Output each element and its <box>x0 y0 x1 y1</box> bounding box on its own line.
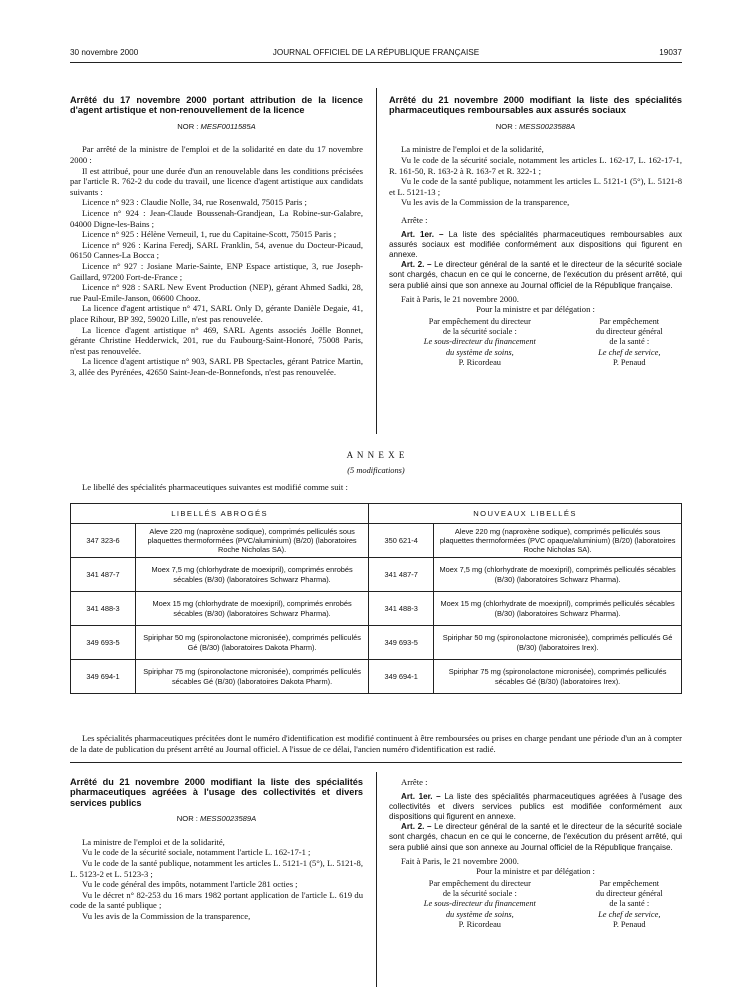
annex-table <box>70 503 682 694</box>
paragraph: La licence d'agent artistique n° 903, SARL PB Spectacles, gérant Patrice Martin, 3, allée des Pyrénées, 42650 Saint-Jean-de-Bonnefonds, n'est pas renouvelée. <box>70 356 363 377</box>
col-header-old: LIBELLÉS ABROGÉS <box>71 504 369 524</box>
delegation: Pour la ministre et par délégation : <box>476 304 595 315</box>
right-article-title: Arrêté du 21 novembre 2000 modifiant la liste des spécialités pharmaceutiques remboursables aux assurés sociaux <box>389 95 682 116</box>
old-code: 349 694-1 <box>71 660 136 694</box>
paragraph: La ministre de l'emploi et de la solidarité, <box>82 836 225 847</box>
new-label: Aleve 220 mg (naproxène sodique), comprimés pelliculés sous plaquettes thermoformées (PVC opaque/aluminium) (B/20) (laboratoires Roche Nicholas SA). <box>434 524 682 558</box>
old-label: Spiriphar 75 mg (spironolactone micronisée), comprimés pelliculés sécables Gé (B/30) (laboratoires Dakota Pharm). <box>136 660 369 694</box>
new-label: Moex 7,5 mg (chlorhydrate de moexipril), comprimés pelliculés sécables (B/30) (laboratoires Schwarz Pharma). <box>434 558 682 592</box>
paragraph: La ministre de l'emploi et de la solidarité, <box>401 144 544 155</box>
paragraph: Vu le code de la sécurité sociale, notamment l'article L. 162-17-1 ; <box>82 847 311 858</box>
annex-intro: Le libellé des spécialités pharmaceutiques suivantes est modifié comme suit : <box>82 482 348 492</box>
new-code: 349 693-5 <box>369 626 434 660</box>
paragraph: Licence n° 923 : Claudie Nolle, 34, rue Rosenwald, 75015 Paris ; <box>82 197 307 208</box>
old-label: Spiriphar 50 mg (spironolactone micronisée), comprimés pelliculés Gé (B/30) (laboratoires Dakota Pharm). <box>136 626 369 660</box>
paragraph: Vu les avis de la Commission de la transparence, <box>401 197 570 208</box>
right-article-nor: NOR : MESS0023588A <box>495 121 576 131</box>
article-1: Art. 1er. – La liste des spécialités pharmaceutiques remboursables aux assurés sociaux est modifiée conformément aux dispositions qui figurent en annexe. <box>389 229 682 259</box>
right-article-body <box>389 144 682 368</box>
old-label: Moex 7,5 mg (chlorhydrate de moexipril), comprimés enrobés sécables (B/30) (laboratoires Schwarz Pharma). <box>136 558 369 592</box>
paragraph: Vu les avis de la Commission de la transparence, <box>82 910 251 921</box>
column-divider-bottom <box>376 772 377 987</box>
paragraph: Licence n° 927 : Josiane Marie-Sainte, ENP Espace artistique, 3, rue Joseph-Gaillard, 97200 Fort-de-France ; <box>70 260 363 282</box>
old-label: Aleve 220 mg (naproxène sodique), comprimés pelliculés sous plaquettes thermoformées (PVC/aluminium) (B/20) (laboratoires Roche Nicholas SA). <box>136 524 369 558</box>
done-at: Fait à Paris, le 21 novembre 2000. <box>401 855 519 866</box>
arrete-label: Arrête : <box>401 214 428 225</box>
signature-left: Par empêchement du directeur de la sécurité sociale : Le sous-directeur du financement du système de soins, P. Ricordeau <box>423 879 536 929</box>
paragraph: Par arrêté de la ministre de l'emploi et de la solidarité en date du 17 novembre 2000 : <box>70 144 363 165</box>
done-at: Fait à Paris, le 21 novembre 2000. <box>401 293 519 304</box>
table-row <box>71 626 682 660</box>
left-article <box>70 95 363 377</box>
paragraph: Vu le décret n° 82-253 du 16 mars 1982 portant application de l'article L. 619 du code de la santé publique ; <box>70 889 363 911</box>
header-date: 30 novembre 2000 <box>70 48 139 57</box>
article-2: Art. 2. – Le directeur général de la santé et le directeur de la sécurité sociale sont chargés, chacun en ce qui le concerne, de l'exécution du présent arrêté, qui sera publié ainsi que son annexe au Journal officiel de la République française. <box>389 260 682 290</box>
table-row <box>71 558 682 592</box>
bottom-left-title: Arrêté du 21 novembre 2000 modifiant la liste des spécialités pharmaceutiques agréées à l'usage des collectivités et divers services publics <box>70 777 363 808</box>
bottom-right-article <box>389 777 682 930</box>
left-article-body <box>70 144 363 377</box>
annex-footnote: Les spécialités pharmaceutiques précitées dont le numéro d'identification est modifié continuent à être remboursées ou prises en charge pendant une période d'un an à compter de la date de publication du présent arrêté au Journal officiel. A l'issue de ce délai, l'ancien numéro d'identification est radié. <box>70 733 682 754</box>
new-label: Spiriphar 50 mg (spironolactone micronisée), comprimés pelliculés Gé (B/30) (laboratoires Irex). <box>434 626 682 660</box>
table-row <box>71 660 682 694</box>
left-article-title: Arrêté du 17 novembre 2000 portant attribution de la licence d'agent artistique et non-renouvellement de la licence <box>70 95 363 116</box>
paragraph: La licence d'agent artistique n° 469, SARL Agents associés Joëlle Bonnet, gérante Christine Hedderwick, 201, rue du Faubourg-Saint-Honoré, 75008 Paris, n'est pas renouvelée. <box>70 324 363 356</box>
paragraph: Vu le code de la santé publique, notamment les articles L. 5121-1 (5°), L. 5121-8 et L. 5121-13 ; <box>389 176 682 197</box>
bottom-left-article <box>70 777 363 922</box>
annex-title: A N N E X E <box>346 450 406 460</box>
bottom-left-nor: NOR : MESS0023589A <box>176 814 257 824</box>
old-code: 341 488-3 <box>71 592 136 626</box>
section-rule <box>70 762 682 763</box>
paragraph: Licence n° 924 : Jean-Claude Boussenah-Grandjean, La Robine-sur-Galabre, 04000 Digne-les-Bains ; <box>70 207 363 229</box>
old-code: 349 693-5 <box>71 626 136 660</box>
signatures <box>389 879 682 930</box>
bottom-left-body <box>70 837 363 922</box>
paragraph: Vu le code de la santé publique, notamment les articles L. 5121-1 (5°), L. 5121-8, L. 5123-2 et L. 5123-3 ; <box>70 858 363 879</box>
paragraph: La licence d'agent artistique n° 471, SARL Only D, gérante Danièle Degaie, 41, place Rihour, BP 392, 59020 Lille, n'est pas renouvelée. <box>70 303 363 324</box>
signature-left: Par empêchement du directeur de la sécurité sociale : Le sous-directeur du financement du système de soins, P. Ricordeau <box>423 316 536 367</box>
signature-right: Par empêchement du directeur général de la santé : Le chef de service, P. Penaud <box>595 879 663 929</box>
delegation: Pour la ministre et par délégation : <box>476 866 595 877</box>
signatures <box>389 317 682 368</box>
new-code: 349 694-1 <box>369 660 434 694</box>
new-code: 341 488-3 <box>369 592 434 626</box>
article-1: Art. 1er. – La liste des spécialités pharmaceutiques agréées à l'usage des collectivités et divers services publics est modifiée conformément aux dispositions qui figurent en annexe. <box>389 791 683 821</box>
paragraph: Il est attribué, pour une durée d'un an renouvelable dans les conditions précisées par l'article R. 762-2 du code du travail, une licence d'agent artistique aux candidats suivants : <box>70 165 363 197</box>
table-row <box>71 592 682 626</box>
header-journal: JOURNAL OFFICIEL DE LA RÉPUBLIQUE FRANÇAISE <box>272 48 480 57</box>
new-label: Moex 15 mg (chlorhydrate de moexipril), comprimés pelliculés sécables (B/30) (laboratoires Schwarz Pharma). <box>434 592 682 626</box>
paragraph: Licence n° 925 : Hélène Verneuil, 1, rue du Capitaine-Scott, 75015 Paris ; <box>82 229 337 240</box>
paragraph: Licence n° 926 : Karina Feredj, SARL Franklin, 54, avenue du Docteur-Picaud, 06150 Cannes-La Bocca ; <box>70 239 363 261</box>
old-code: 341 487-7 <box>71 558 136 592</box>
column-divider-top <box>376 88 377 434</box>
paragraph: Vu le code général des impôts, notamment l'article 281 octies ; <box>82 879 298 890</box>
new-label: Spiriphar 75 mg (spironolactone micronisée), comprimés pelliculés sécables Gé (B/30) (laboratoires Irex). <box>434 660 682 694</box>
new-code: 350 621-4 <box>369 524 434 558</box>
new-code: 341 487-7 <box>369 558 434 592</box>
annex-subtitle: (5 modifications) <box>347 466 405 475</box>
old-code: 347 323-6 <box>71 524 136 558</box>
col-header-new: NOUVEAUX LIBELLÉS <box>369 504 682 524</box>
table-header-row <box>71 504 682 524</box>
arrete-label: Arrête : <box>401 777 428 787</box>
header-rule <box>70 62 682 63</box>
page-header <box>70 48 682 62</box>
paragraph: Vu le code de la sécurité sociale, notamment les articles L. 162-17, L. 162-17-1, R. 161-50, R. 163-2 à R. 163-7 et R. 322-1 ; <box>389 155 682 176</box>
header-page-number: 19037 <box>659 48 682 57</box>
article-2: Art. 2. – Le directeur général de la santé et le directeur de la sécurité sociale sont chargés, chacun en ce qui le concerne, de l'exécution du présent arrêté, qui sera publié ainsi que son annexe au Journal officiel de la République française. <box>389 822 682 852</box>
left-article-nor: NOR : MESF0011585A <box>177 121 256 131</box>
right-article <box>389 95 682 368</box>
table-row <box>71 524 682 558</box>
signature-right: Par empêchement du directeur général de la santé : Le chef de service, P. Penaud <box>595 316 663 367</box>
paragraph: Licence n° 928 : SARL New Event Production (NEP), gérant Ahmed Sadki, 28, rue Paul-Emile-Janson, 06600 Chooz. <box>70 282 363 303</box>
old-label: Moex 15 mg (chlorhydrate de moexipril), comprimés enrobés sécables (B/30) (laboratoires Schwarz Pharma). <box>136 592 369 626</box>
